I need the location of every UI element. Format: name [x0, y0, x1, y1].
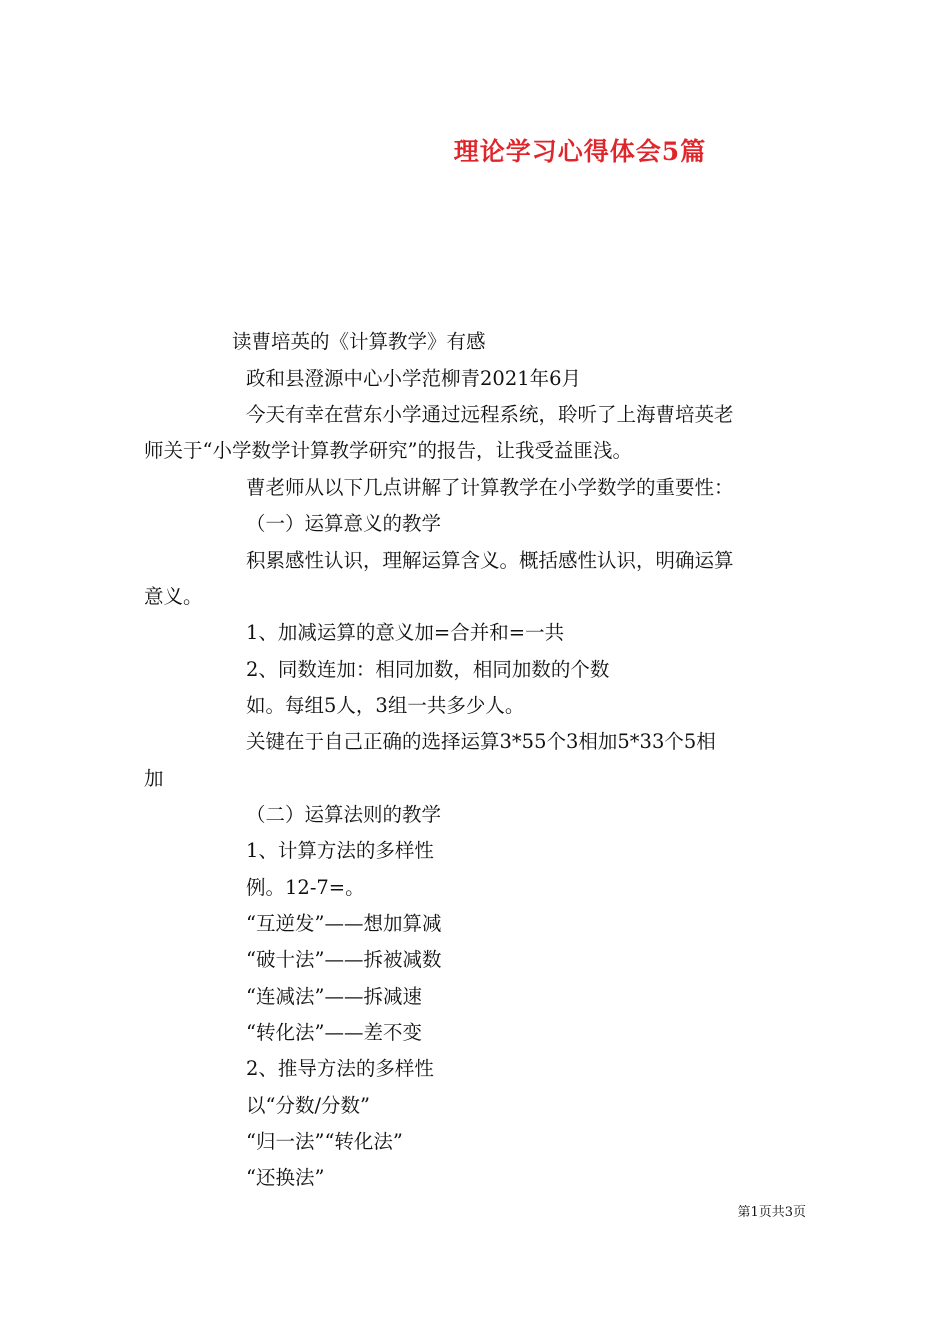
section-heading: （一）运算意义的教学	[246, 512, 442, 535]
body-line: 读曹培英的《计算教学》有感	[232, 330, 486, 353]
body-line: 加	[144, 767, 164, 790]
body-line: 例。12-7=。	[246, 876, 365, 899]
body-line: 政和县澄源中心小学范柳青2021年6月	[246, 367, 582, 390]
document-title: 理论学习心得体会5篇	[453, 137, 707, 166]
body-line: “还换法”	[246, 1166, 325, 1189]
body-line: “破十法”——拆被减数	[246, 948, 442, 971]
body-line: 2、同数连加：相同加数，相同加数的个数	[246, 658, 610, 681]
body-line: 关键在于自己正确的选择运算3*55个3相加5*33个5相	[246, 730, 716, 753]
body-line: 如。每组5人，3组一共多少人。	[246, 694, 525, 717]
body-line: 积累感性认识，理解运算含义。概括感性认识，明确运算	[246, 549, 734, 572]
section-heading: （二）运算法则的教学	[246, 803, 442, 826]
body-line: 曹老师从以下几点讲解了计算教学在小学数学的重要性：	[246, 476, 734, 499]
body-line: “转化法”——差不变	[246, 1021, 422, 1044]
body-line: “归一法”“转化法”	[246, 1130, 403, 1153]
body-line: 1、计算方法的多样性	[246, 839, 434, 862]
body-line: 以“分数/分数”	[246, 1094, 371, 1117]
body-line: 意义。	[144, 585, 203, 608]
body-line: 师关于“小学数学计算教学研究”的报告，让我受益匪浅。	[144, 439, 632, 462]
body-line: “互逆发”——想加算减	[246, 912, 442, 935]
body-line: 1、加减运算的意义加=合并和=一共	[246, 621, 565, 644]
body-line: 今天有幸在营东小学通过远程系统，聆听了上海曹培英老	[246, 403, 734, 426]
body-line: 2、推导方法的多样性	[246, 1057, 434, 1080]
page-footer: 第1页共3页	[737, 1205, 806, 1220]
body-line: “连减法”——拆减速	[246, 985, 422, 1008]
